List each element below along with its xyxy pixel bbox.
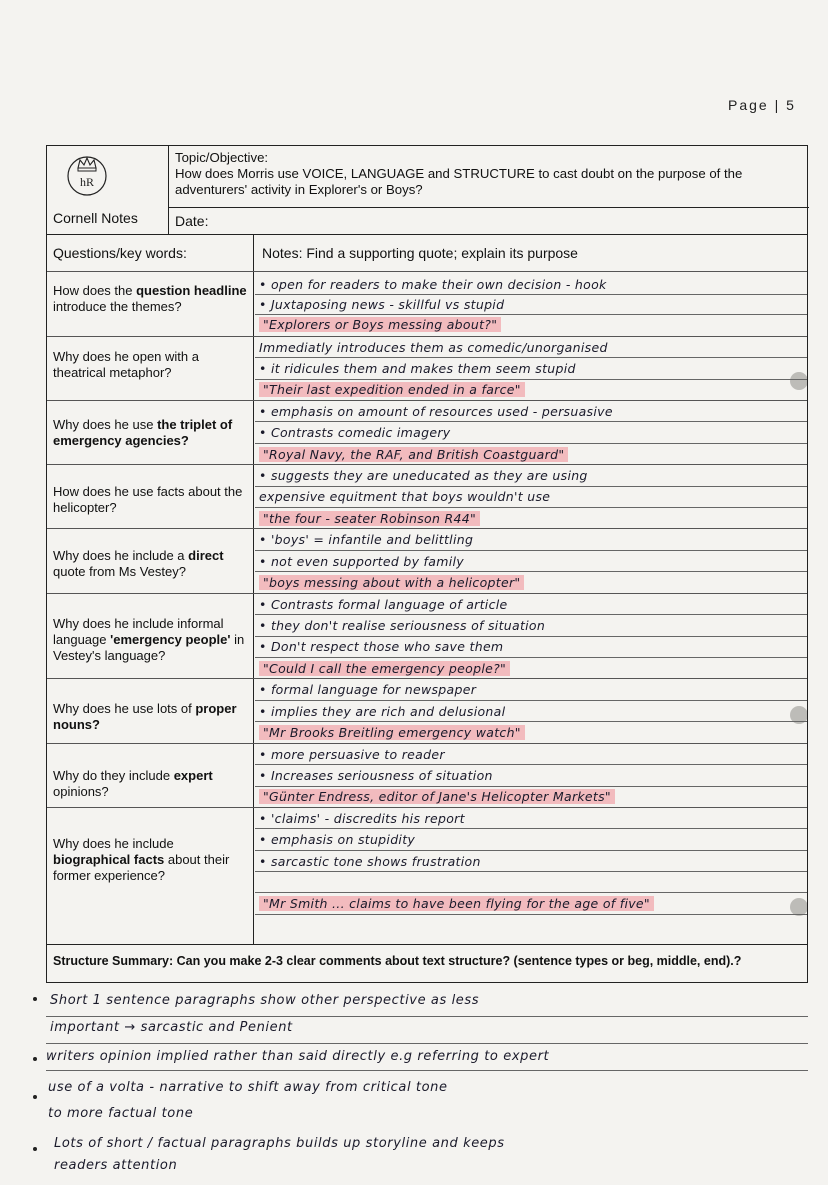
note-rule — [255, 721, 807, 722]
note-rule — [255, 357, 807, 358]
note-rule — [255, 892, 807, 893]
row-divider — [47, 528, 807, 529]
highlighted-quote: "Could I call the emergency people?" — [259, 661, 510, 676]
note-line — [259, 661, 510, 676]
note-rule — [255, 786, 807, 787]
summary-divider — [47, 944, 807, 945]
bullet-dot — [33, 1147, 37, 1151]
question-biographical: Why does he include biographical facts about their former experience? — [53, 836, 230, 883]
summary-note: use of a volta - narrative to shift away from critical tone — [48, 1080, 448, 1095]
highlighted-quote: "Mr Brooks Breitling emergency watch" — [259, 725, 525, 740]
highlighted-quote: "Günter Endress, editor of Jane's Helicopter Markets" — [259, 789, 615, 804]
note-rule — [255, 871, 807, 872]
question-helicopter: How does he use facts about the helicopter? — [53, 484, 243, 515]
note-rule — [255, 764, 807, 765]
question-proper-nouns: Why does he use lots of proper nouns? — [53, 701, 237, 732]
note-rule — [255, 636, 807, 637]
note-rule — [255, 828, 807, 829]
logo-cell — [47, 146, 169, 234]
note-rule — [255, 443, 807, 444]
note-line: expensive equitment that boys wouldn't use — [259, 489, 551, 504]
note-line — [259, 511, 480, 526]
highlighted-quote: "boys messing about with a helicopter" — [259, 575, 524, 590]
note-line: • emphasis on stupidity — [259, 832, 416, 847]
note-line — [259, 575, 524, 590]
row-divider — [47, 400, 807, 401]
question-metaphor: Why does he open with a theatrical metaphor? — [53, 349, 199, 380]
header-divider — [47, 234, 807, 235]
row-divider — [47, 336, 807, 337]
summary-note: to more factual tone — [48, 1106, 194, 1121]
note-line — [259, 447, 568, 462]
note-line — [259, 382, 525, 397]
note-rule — [255, 700, 807, 701]
note-rule — [255, 914, 807, 915]
summary-note: readers attention — [54, 1158, 178, 1173]
topic-question-line2: adventurers' activity in Explorer's or Boys? — [175, 182, 423, 197]
questions-heading: Questions/key words: — [53, 245, 187, 261]
note-rule — [255, 657, 807, 658]
highlighted-quote: "Royal Navy, the RAF, and British Coastguard" — [259, 447, 568, 462]
note-rule — [255, 486, 807, 487]
note-rule — [255, 294, 807, 295]
note-line — [259, 896, 654, 911]
summary-note: Short 1 sentence paragraphs show other perspective as less — [50, 993, 480, 1008]
note-rule — [255, 550, 807, 551]
topic-label: Topic/Objective: — [175, 150, 269, 165]
note-line: • Contrasts formal language of article — [259, 597, 508, 612]
note-line — [259, 725, 525, 740]
highlighted-quote: "the four - seater Robinson R44" — [259, 511, 480, 526]
question-expert-opinions: Why do they include expert opinions? — [53, 768, 213, 799]
question-direct-quote: Why does he include a direct quote from Ms Vestey? — [53, 548, 224, 579]
row-divider — [47, 464, 807, 465]
note-line: • they don't realise seriousness of situation — [259, 618, 546, 633]
notes-heading: Notes: Find a supporting quote; explain its purpose — [262, 245, 578, 261]
question-triplet: Why does he use the triplet of emergency agencies? — [53, 417, 233, 448]
note-line: • not even supported by family — [259, 554, 464, 569]
note-line: • it ridicules them and makes them seem stupid — [259, 361, 576, 376]
summary-note: Lots of short / factual paragraphs builds up storyline and keeps — [54, 1136, 505, 1151]
bullet-dot — [33, 997, 37, 1001]
bullet-dot — [33, 1057, 37, 1061]
summary-note: important → sarcastic and Penient — [50, 1020, 293, 1035]
note-line: • Increases seriousness of situation — [259, 768, 493, 783]
row-divider — [47, 678, 807, 679]
topic-question-line1: How does Morris use VOICE, LANGUAGE and STRUCTURE to cast doubt on the purpose of the — [175, 166, 743, 181]
note-rule — [255, 850, 807, 851]
note-line: • suggests they are uneducated as they are using — [259, 468, 588, 483]
highlighted-quote: "Explorers or Boys messing about?" — [259, 317, 501, 332]
note-line: • implies they are rich and delusional — [259, 704, 506, 719]
row-divider — [47, 807, 807, 808]
date-divider — [169, 207, 809, 208]
page-number: Page | 5 — [728, 97, 796, 113]
note-line: • more persuasive to reader — [259, 747, 445, 762]
note-rule — [255, 614, 807, 615]
summary-rule — [46, 1016, 808, 1017]
note-rule — [255, 314, 807, 315]
question-headline: How does the question headline introduce the themes? — [53, 283, 247, 314]
cornell-notes-sheet — [46, 145, 808, 983]
column-divider — [253, 234, 254, 944]
row-divider — [47, 593, 807, 594]
note-line: • 'boys' = infantile and belittling — [259, 532, 474, 547]
note-line: • 'claims' - discredits his report — [259, 811, 465, 826]
structure-summary-prompt: Structure Summary: Can you make 2-3 clear comments about text structure? (sentence types or beg, middle, end).? — [53, 954, 742, 968]
note-line: • Don't respect those who save them — [259, 639, 504, 654]
summary-rule — [46, 1070, 808, 1071]
bullet-dot — [33, 1095, 37, 1099]
note-line: • Contrasts comedic imagery — [259, 425, 451, 440]
heading-divider — [47, 271, 807, 272]
note-line: • sarcastic tone shows frustration — [259, 854, 481, 869]
note-line — [259, 789, 615, 804]
topic-objective — [175, 150, 807, 198]
highlighted-quote: "Their last expedition ended in a farce" — [259, 382, 525, 397]
crest-letters: hR — [79, 175, 95, 189]
note-line: • open for readers to make their own decision - hook — [259, 277, 607, 292]
question-informal-language: Why does he include informal language 'emergency people' in Vestey's language? — [53, 616, 245, 663]
note-line: • Juxtaposing news - skillful vs stupid — [259, 297, 505, 312]
note-line: • formal language for newspaper — [259, 682, 477, 697]
highlighted-quote: "Mr Smith ... claims to have been flying for the age of five" — [259, 896, 654, 911]
note-line — [259, 317, 501, 332]
note-rule — [255, 379, 807, 380]
crown-crest-icon — [65, 152, 109, 196]
row-divider — [47, 743, 807, 744]
note-rule — [255, 421, 807, 422]
note-line: Immediatly introduces them as comedic/unorganised — [259, 340, 608, 355]
summary-note: writers opinion implied rather than said directly e.g referring to expert — [46, 1049, 550, 1064]
cornell-notes-label: Cornell Notes — [53, 210, 138, 226]
summary-rule — [46, 1043, 808, 1044]
note-line: • emphasis on amount of resources used - persuasive — [259, 404, 613, 419]
note-rule — [255, 571, 807, 572]
note-rule — [255, 507, 807, 508]
date-label: Date: — [175, 213, 209, 229]
